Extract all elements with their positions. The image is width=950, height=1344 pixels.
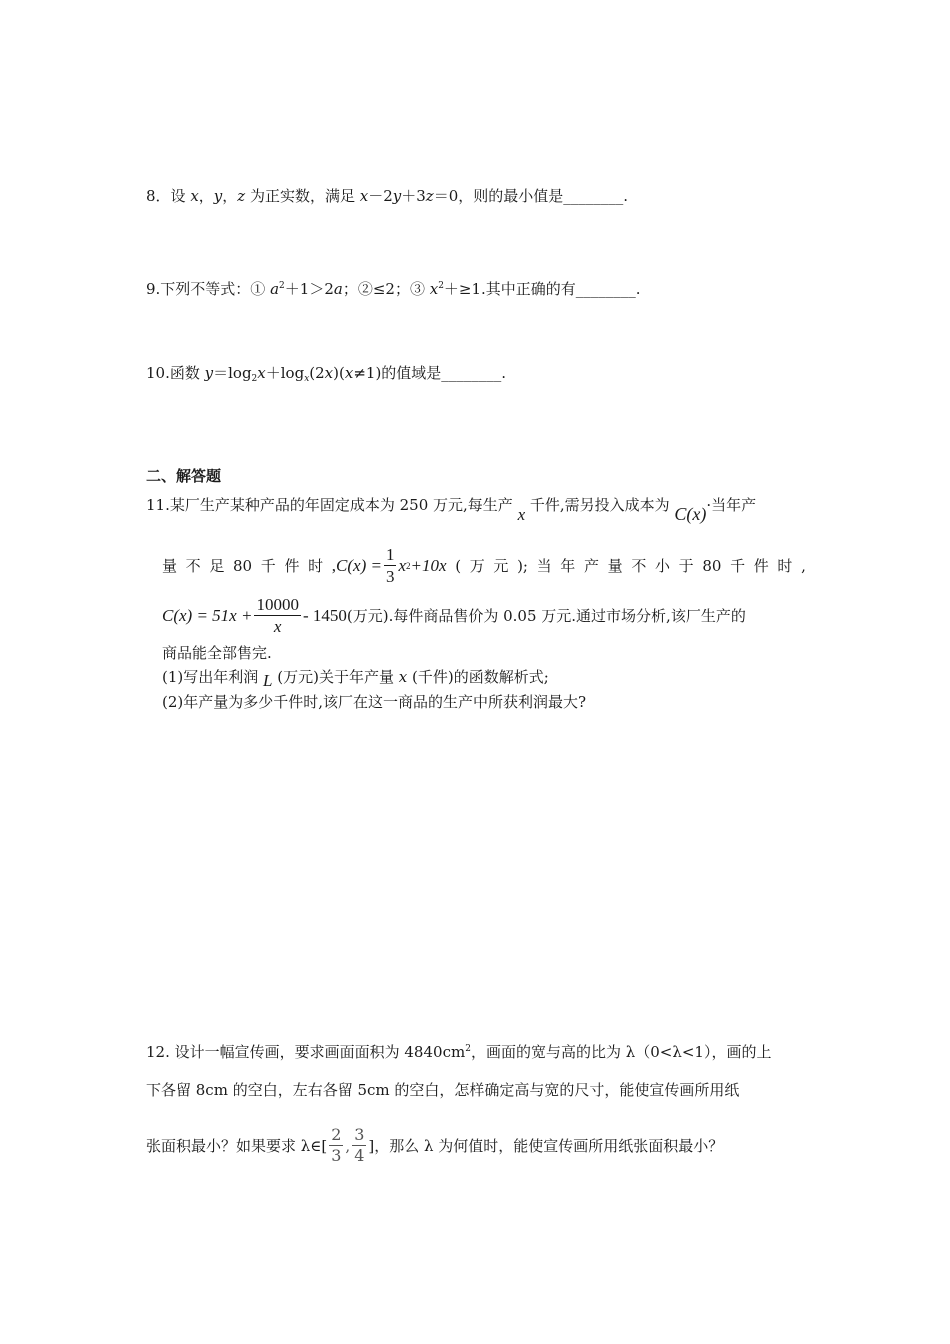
q12-text: 12. 设计一幅宣传画，要求画面面积为 4840cm — [146, 1043, 466, 1061]
q8-comma: ， — [222, 187, 238, 205]
q10-prefix: 10.函数 — [146, 364, 205, 382]
q8-tail: ，则的最小值是________. — [458, 187, 629, 205]
q12-line-3 — [146, 1127, 723, 1164]
q9-op: ＋1＞2 — [284, 280, 334, 298]
fraction-numerator: 3 — [354, 1125, 365, 1144]
q11-word: 时 — [777, 557, 793, 575]
q11-word: 80 — [702, 556, 722, 575]
q11-text: 千件,需另投入成本为 — [525, 496, 675, 514]
formula-term: - 1450 — [302, 605, 347, 625]
q11-part-2: (2)年产量为多少千件时,该厂在这一商品的生产中所获利润最大? — [162, 693, 587, 711]
q8-op: ＝0 — [433, 187, 459, 205]
q11-text: 11.某厂生产某种产品的年固定成本为 250 万元,每生产 — [146, 496, 518, 514]
q11-word: 件 — [753, 557, 769, 575]
q11-word: , — [801, 556, 806, 575]
q11-word: 不 — [185, 557, 201, 575]
q11-word: 产 — [583, 557, 599, 575]
cost-function: C(x) = — [336, 555, 382, 575]
var-L: L — [263, 671, 273, 690]
fraction-denominator: 3 — [385, 567, 395, 586]
var-x: x — [517, 505, 526, 524]
q10-log: ＝log — [213, 364, 252, 382]
q9-prefix: 9.下列不等式：① — [146, 280, 271, 298]
q11-text: (万元).每件商品售价为 0.05 万元.通过市场分析,该厂生产的 — [346, 607, 746, 625]
var-x: x — [324, 364, 334, 382]
q10-tail: ≠1)的值域是________. — [353, 364, 507, 382]
subscript: x — [304, 374, 310, 384]
q9-mid: ；②≤2；③ — [342, 280, 430, 298]
q12-text: ，画面的宽与高的比为 λ（0<λ<1），画的上 — [470, 1043, 772, 1061]
q11-word: 量 — [607, 557, 623, 575]
cost-function: C(x) = 51x + — [162, 605, 253, 625]
exponent: 2 — [438, 281, 444, 291]
fraction-numerator: 10000 — [256, 595, 299, 614]
q11-word: 万 — [469, 557, 485, 575]
q11-text: (千件)的函数解析式; — [407, 668, 549, 686]
cost-function: C(x) — [674, 504, 707, 524]
fraction-numerator: 1 — [385, 545, 395, 564]
var-y: y — [392, 187, 402, 205]
q11-text: (万元)关于年产量 — [272, 668, 399, 686]
q11-word: 当 — [536, 557, 552, 575]
q11-word: 不 — [631, 557, 647, 575]
fraction-numerator: 2 — [331, 1125, 342, 1144]
fraction-one-third — [384, 546, 397, 585]
question-8 — [146, 186, 628, 206]
q12-line-2: 下各留 8cm 的空白，左右各留 5cm 的空白，怎样确定高与宽的尺寸，能使宣传画所用纸 — [146, 1081, 740, 1099]
q8-comma: ， — [198, 187, 214, 205]
var-a: a — [270, 280, 280, 298]
q11-text: ·当年产 — [706, 496, 757, 514]
q11-part-1 — [162, 667, 549, 690]
q10-log: ＋log — [265, 364, 305, 382]
q10-paren: (2 — [309, 364, 325, 382]
q11-word: 千 — [260, 557, 276, 575]
var-x: x — [190, 187, 199, 205]
var-a: a — [333, 280, 343, 298]
q11-word: 量 — [162, 557, 178, 575]
q11-word: 小 — [654, 557, 670, 575]
q11-word: , — [331, 555, 337, 575]
var-x: x — [398, 555, 407, 575]
q11-word: 足 — [209, 557, 225, 575]
q11-word: 时 — [308, 557, 324, 575]
q8-prefix: 8．设 — [146, 187, 191, 205]
fraction-two-thirds — [329, 1127, 343, 1164]
q11-word: 件 — [284, 557, 300, 575]
cost-formula-1: , C(x) = $\frac{1}{3}$ x 2 +10x — [331, 545, 447, 586]
q12-text: ]，那么 λ 为何值时，能使宣传画所用纸张面积最小？ — [368, 1137, 724, 1155]
fraction-10000-over-x — [254, 596, 301, 635]
q12-text: 张面积最小？如果要求 λ∈[ — [146, 1137, 328, 1155]
q8-op: －2 — [368, 187, 393, 205]
fraction-denominator: 4 — [354, 1146, 365, 1165]
question-10 — [146, 363, 506, 383]
var-x: x — [429, 280, 439, 298]
var-x: x — [398, 668, 408, 686]
q11-line-3 — [162, 596, 746, 635]
q12-line-1 — [146, 1042, 771, 1062]
var-x: x — [344, 364, 354, 382]
q11-word: 年 — [560, 557, 576, 575]
var-z: z — [425, 187, 434, 205]
fraction-denominator: x — [273, 617, 282, 636]
q11-line-4: 商品能全部售完. — [162, 644, 272, 662]
exponent: 2 — [465, 1044, 471, 1054]
var-x: x — [359, 187, 369, 205]
fraction-denominator: 3 — [331, 1146, 342, 1165]
exponent: 2 — [279, 281, 285, 291]
q10-paren: )( — [333, 364, 345, 382]
formula-term: +10x — [410, 555, 447, 575]
fraction-three-quarters — [352, 1127, 366, 1164]
q11-text: (1)写出年利润 — [162, 668, 264, 686]
section-heading: 二、解答题 — [146, 467, 222, 485]
q11-line-2 — [162, 546, 806, 585]
comma: , — [345, 1136, 351, 1155]
q9-tail: ＋≥1.其中正确的有________. — [443, 280, 641, 298]
q11-word: 千 — [730, 557, 746, 575]
var-x: x — [257, 364, 266, 382]
subscript: 2 — [251, 374, 258, 384]
var-z: z — [237, 187, 246, 205]
var-y: y — [204, 364, 214, 382]
q11-word: 80 — [233, 556, 253, 575]
q8-op: ＋3 — [401, 187, 426, 205]
q11-word: ( — [455, 556, 462, 575]
q11-line-1 — [146, 494, 757, 524]
q11-word: 元 — [493, 557, 509, 575]
question-9 — [146, 279, 641, 299]
q8-mid: 为正实数，满足 — [245, 187, 360, 205]
q11-word: 于 — [678, 557, 694, 575]
var-y: y — [213, 187, 223, 205]
q11-word: ); — [517, 556, 528, 575]
